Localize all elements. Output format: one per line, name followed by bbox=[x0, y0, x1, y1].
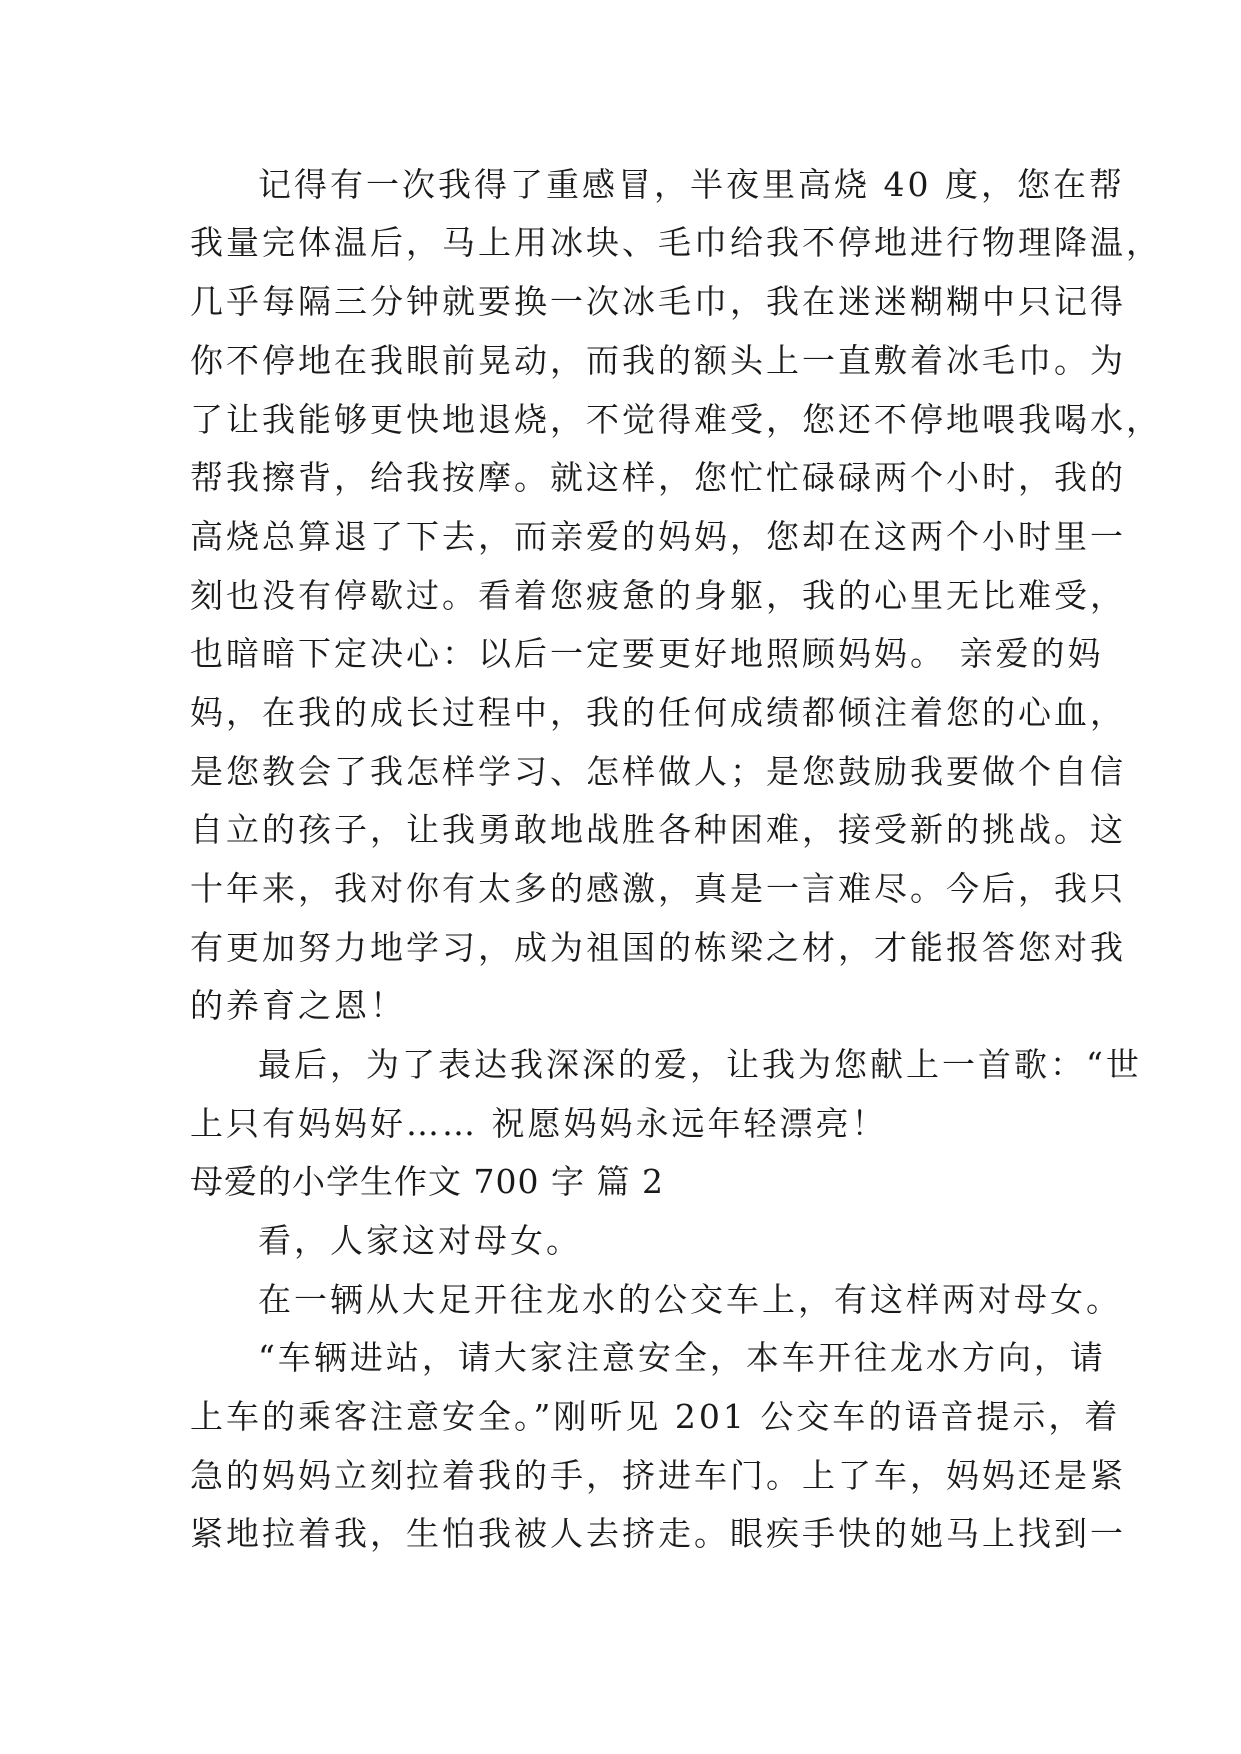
text-line: 帮我擦背，给我按摩。就这样，您忙忙碌碌两个小时，我的 bbox=[190, 458, 1126, 497]
text-line: 上车的乘客注意安全。”刚听见 201 公交车的语音提示，着 bbox=[190, 1397, 1121, 1436]
text-line: 妈，在我的成长过程中，我的任何成绩都倾注着您的心血， bbox=[190, 693, 1126, 732]
text-line: 的养育之恩！ bbox=[190, 986, 406, 1025]
text-line: 紧地拉着我，生怕我被人去挤走。眼疾手快的她马上找到一 bbox=[190, 1514, 1126, 1553]
text-line: 急的妈妈立刻拉着我的手，挤进车门。上了车，妈妈还是紧 bbox=[190, 1456, 1126, 1495]
text-line: 记得有一次我得了重感冒，半夜里高烧 40 度，您在帮 bbox=[258, 165, 1125, 204]
text-line: 十年来，我对你有太多的感激，真是一言难尽。今后，我只 bbox=[190, 869, 1126, 908]
text-line: 自立的孩子，让我勇敢地战胜各种困难，接受新的挑战。这 bbox=[190, 810, 1126, 849]
text-line: 也暗暗下定决心：以后一定要更好地照顾妈妈。 亲爱的妈 bbox=[190, 634, 1104, 673]
text-line: 我量完体温后，马上用冰块、毛巾给我不停地进行物理降温， bbox=[190, 223, 1162, 262]
text-line: 上只有妈妈好…… 祝愿妈妈永远年轻漂亮！ bbox=[190, 1104, 888, 1143]
text-line: 是您教会了我怎样学习、怎样做人；是您鼓励我要做个自信 bbox=[190, 752, 1126, 791]
text-line: 刻也没有停歇过。看着您疲惫的身躯，我的心里无比难受， bbox=[190, 576, 1126, 615]
text-line: 了让我能够更快地退烧，不觉得难受，您还不停地喂我喝水， bbox=[190, 400, 1162, 439]
text-line: 最后，为了表达我深深的爱，让我为您献上一首歌：“世 bbox=[258, 1045, 1142, 1084]
text-line: 你不停地在我眼前晃动，而我的额头上一直敷着冰毛巾。为 bbox=[190, 341, 1126, 380]
text-line: 高烧总算退了下去，而亲爱的妈妈，您却在这两个小时里一 bbox=[190, 517, 1126, 556]
text-line: 看，人家这对母女。 bbox=[258, 1221, 582, 1260]
section-heading: 母爱的小学生作文 700 字 篇 2 bbox=[190, 1162, 664, 1201]
text-line: 在一辆从大足开往龙水的公交车上，有这样两对母女。 bbox=[258, 1280, 1122, 1319]
text-line: 有更加努力地学习，成为祖国的栋梁之材，才能报答您对我 bbox=[190, 928, 1126, 967]
text-line: 几乎每隔三分钟就要换一次冰毛巾，我在迷迷糊糊中只记得 bbox=[190, 282, 1126, 321]
text-line: “车辆进站，请大家注意安全，本车开往龙水方向，请 bbox=[258, 1338, 1106, 1377]
